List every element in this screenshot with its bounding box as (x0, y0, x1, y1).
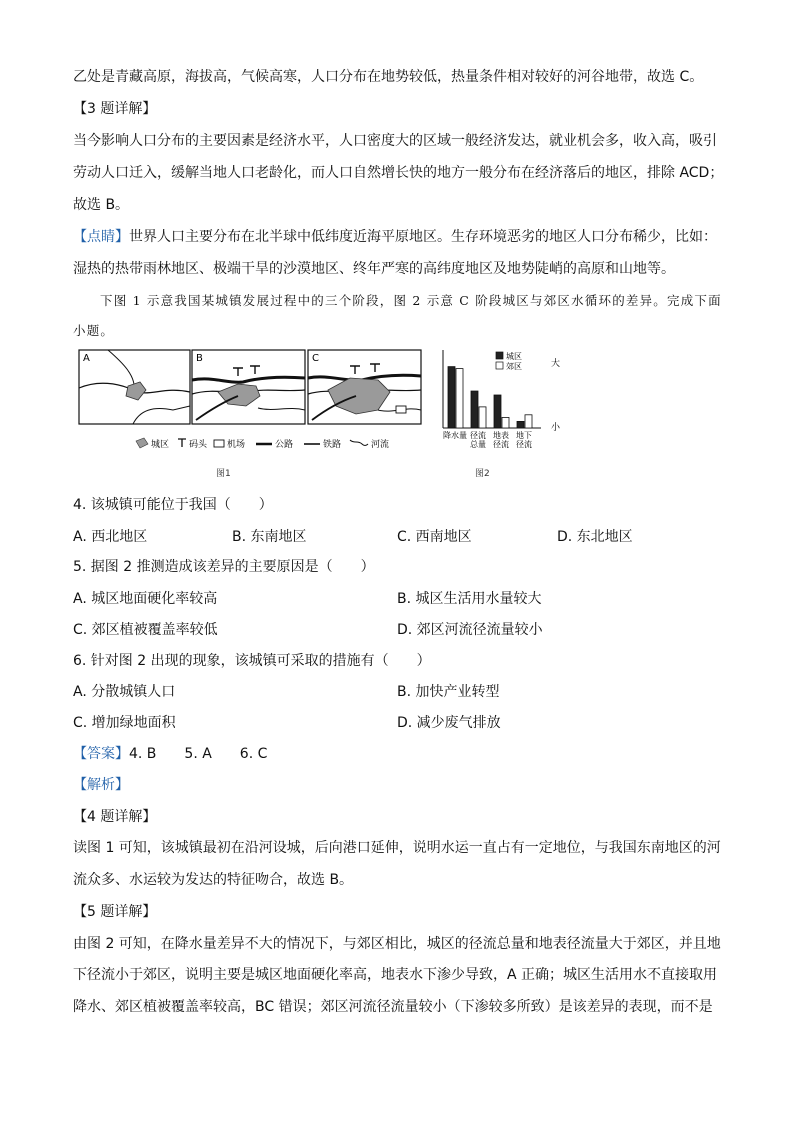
x-tick-label: 总量 (470, 440, 486, 449)
river-legend-icon (350, 440, 368, 446)
legend-label: 铁路 (323, 440, 342, 450)
x-tick-label: 径流 (516, 440, 532, 449)
chart2-legend (496, 351, 522, 371)
text-line: 下径流小于郊区，说明主要是城区地面硬化率高，地表水下渗少导致，A 正确；城区生活用水不直接取用 (73, 967, 718, 983)
y-axis-top-label: 大 (551, 359, 561, 369)
q4-option-a[interactable]: A. 西北地区 (73, 529, 148, 545)
legend-label: 城区 (506, 352, 522, 361)
panel-label: A (83, 353, 90, 364)
tip-line (73, 227, 717, 247)
bar-urban (517, 421, 524, 428)
figure1-caption: 图1 (216, 469, 231, 479)
legend-label: 城区 (151, 440, 170, 450)
tip-label: 【点睛】 (73, 229, 129, 245)
text-line: 流众多、水运较为发达的特征吻合，故选 B。 (73, 872, 354, 888)
answer-text: 4. B 5. A 6. C (129, 746, 268, 762)
text-line: 读图 1 可知，该城镇最初在沿河设城，后向港口延伸，说明水运一直占有一定地位，与我国东南地区的河 (73, 840, 721, 856)
q6-option-d[interactable]: D. 减少废气排放 (397, 715, 501, 731)
question-6-stem: 6. 针对图 2 出现的现象，该城镇可采取的措施有（ ） (73, 653, 431, 669)
dock-legend-icon (178, 439, 186, 447)
bar-suburb (502, 417, 509, 428)
figure-2-chart (438, 348, 563, 460)
question-intro: 下图 1 示意我国某城镇发展过程中的三个阶段，图 2 示意 C 阶段城区与郊区水循环的差异。完成下面 (100, 293, 722, 308)
bar-suburb (525, 415, 532, 428)
legend-label: 河流 (371, 440, 390, 450)
q4-option-b[interactable]: B. 东南地区 (232, 529, 307, 545)
bar-urban (471, 391, 478, 428)
analysis-label: 【解析】 (73, 777, 129, 793)
q4-option-d[interactable]: D. 东北地区 (557, 529, 633, 545)
bar-urban (494, 395, 501, 428)
legend-swatch-urban (496, 352, 503, 359)
section-heading-3: 【3 题详解】 (73, 101, 157, 117)
figure1-panel-a (79, 350, 190, 424)
answer-line (73, 744, 267, 764)
q6-option-a[interactable]: A. 分散城镇人口 (73, 684, 176, 700)
bar-suburb (456, 369, 463, 428)
x-tick-label: 径流 (493, 440, 509, 449)
text-line: 故选 B。 (73, 197, 130, 213)
urban-legend-icon (136, 438, 148, 448)
q5-option-a[interactable]: A. 城区地面硬化率较高 (73, 591, 218, 607)
text-line: 当今影响人口分布的主要因素是经济水平，人口密度大的区域一般经济发达，就业机会多，收入高，吸引 (73, 133, 717, 149)
tip-text: 世界人口主要分布在北半球中低纬度近海平原地区。生存环境恶劣的地区人口分布稀少，比如： (129, 229, 717, 245)
q5-option-b[interactable]: B. 城区生活用水量较大 (397, 591, 542, 607)
question-intro: 小题。 (73, 323, 115, 338)
answer-label: 【答案】 (73, 746, 129, 762)
question-4-stem: 4. 该城镇可能位于我国（ ） (73, 497, 273, 513)
legend-label: 码头 (189, 440, 208, 450)
figure-1 (78, 348, 423, 460)
text-line: 湿热的热带雨林地区、极端干旱的沙漠地区、终年严寒的高纬度地区及地势陡峭的高原和山地等。 (73, 261, 675, 277)
figure1-legend (136, 438, 389, 450)
x-tick-label: 径流 (470, 431, 486, 440)
panel-label: B (196, 353, 203, 364)
x-tick-label: 地下 (516, 431, 532, 440)
y-axis-bottom-label: 小 (551, 423, 561, 433)
airport-icon (396, 406, 406, 413)
section-heading-4: 【4 题详解】 (73, 809, 157, 825)
q4-option-c[interactable]: C. 西南地区 (397, 529, 472, 545)
text-line: 劳动人口迁入，缓解当地人口老龄化，而人口自然增长快的地方一般分布在经济落后的地区，排除 ACD； (73, 165, 724, 181)
q6-option-c[interactable]: C. 增加绿地面积 (73, 715, 176, 731)
panel-label: C (312, 353, 319, 364)
q6-option-b[interactable]: B. 加快产业转型 (397, 684, 500, 700)
question-5-stem: 5. 据图 2 推测造成该差异的主要原因是（ ） (73, 559, 375, 575)
q5-option-c[interactable]: C. 郊区植被覆盖率较低 (73, 622, 218, 638)
figure1-panel-b (192, 350, 305, 424)
text-line: 乙处是青藏高原，海拔高，气候高寒，人口分布在地势较低，热量条件相对较好的河谷地带，故选 C。 (73, 69, 704, 85)
q5-option-d[interactable]: D. 郊区河流径流量较小 (397, 622, 543, 638)
legend-swatch-suburb (496, 362, 503, 369)
legend-label: 机场 (227, 440, 246, 450)
section-heading-5: 【5 题详解】 (73, 904, 157, 920)
text-line: 降水、郊区植被覆盖率较高，BC 错误；郊区河流径流量较小（下渗较多所致）是该差异的表现，而不是 (73, 999, 713, 1015)
figure2-caption: 图2 (475, 469, 490, 479)
x-tick-label: 地表 (493, 431, 509, 440)
figure1-panel-c (308, 350, 421, 424)
legend-label: 郊区 (506, 362, 522, 371)
airport-legend-icon (214, 440, 224, 447)
x-tick-label: 降水量 (443, 431, 467, 440)
bar-suburb (479, 407, 486, 428)
text-line: 由图 2 可知，在降水量差异不大的情况下，与郊区相比，城区的径流总量和地表径流量大于郊区，并且地 (73, 936, 721, 952)
legend-label: 公路 (275, 440, 294, 450)
bar-urban (448, 367, 455, 428)
